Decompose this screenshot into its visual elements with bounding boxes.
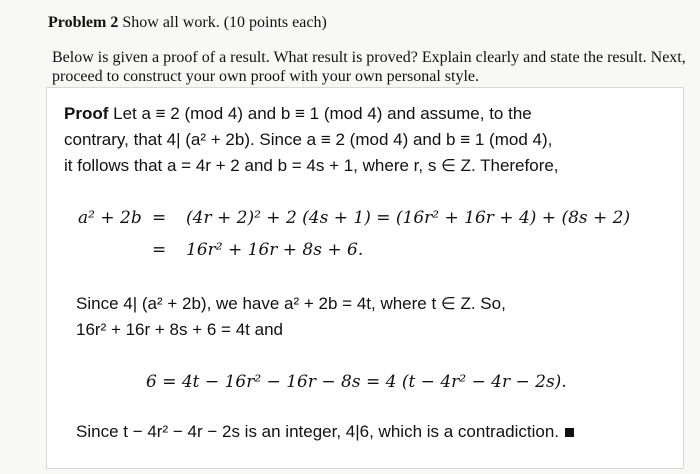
problem-header [48,12,688,34]
proof-line-1 [64,104,674,124]
equation-1-lhs: a² + 2b [78,208,142,228]
proof-label: Proof [64,104,109,123]
equation-1-rhs-1: (4r + 2)² + 2 (4s + 1) = (16r² + 16r + 4) + (8s + 2) [186,208,631,228]
since-line-1: Since 4| (a² + 2b), we have a² + 2b = 4t, where t ∈ Z. So, [76,294,506,313]
problem-intro: Below is given a proof of a result. What result is proved? Explain clearly and state the result. Next, proceed to construct your own proof with your own personal style. [52,49,686,85]
proof-line-1-text: Let a ≡ 2 (mod 4) and b ≡ 1 (mod 4) and assume, to the [108,104,532,123]
conclusion-text: Since t − 4r² − 4r − 2s is an integer, 4|6, which is a contradiction. [76,422,560,441]
since-line-2: 16r² + 16r + 8s + 6 = 4t and [76,320,283,339]
proof-line-2: contrary, that 4| (a² + 2b). Since a ≡ 2 (mod 4) and b ≡ 1 (mod 4), [64,130,553,149]
qed-square-icon [565,428,574,437]
problem-label: Problem 2 [48,14,119,31]
equation-1-sign-2: = [152,240,167,260]
proof-line-3: it follows that a = 4r + 2 and b = 4s + 1, where r, s ∈ Z. Therefore, [64,156,559,175]
equation-1-rhs-2: 16r² + 16r + 8s + 6. [186,240,364,260]
problem-instruction: Show all work. (10 points each) [122,14,327,31]
conclusion-line [76,422,686,442]
equation-1-sign-1: = [152,208,167,228]
equation-2: 6 = 4t − 16r² − 16r − 8s = 4 (t − 4r² − 4r − 2s). [146,372,567,392]
